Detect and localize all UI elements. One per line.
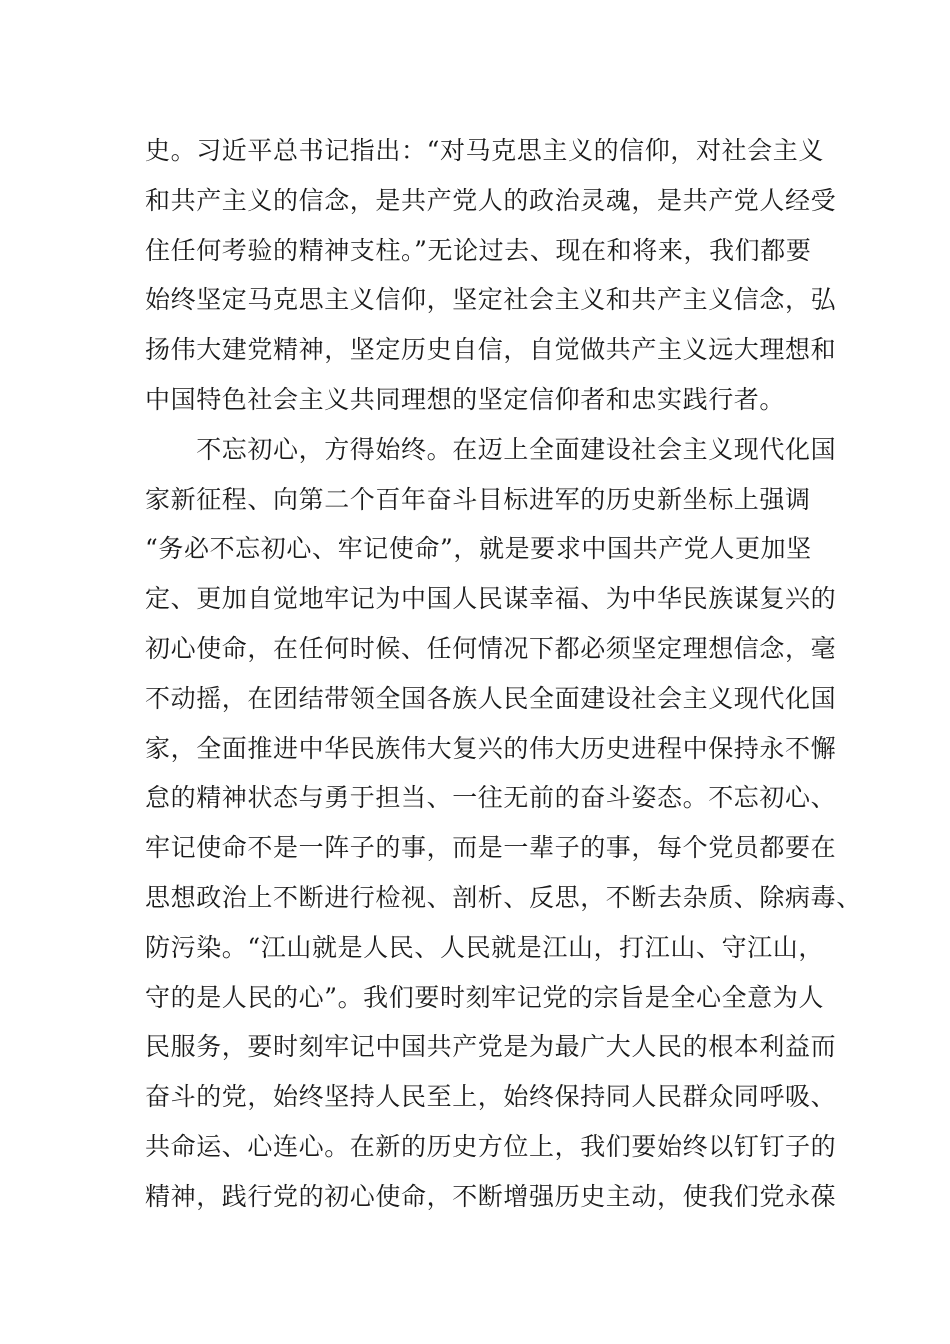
- text-line: 牢记使命不是一阵子的事，而是一辈子的事，每个党员都要在: [145, 833, 837, 863]
- text-line: 守的是人民的心”。我们要时刻牢记党的宗旨是全心全意为人: [145, 982, 824, 1012]
- text-line: 思想政治上不断进行检视、剖析、反思，不断去杂质、除病毒、: [145, 882, 862, 912]
- text-line: 奋斗的党，始终坚持人民至上，始终保持同人民群众同呼吸、: [145, 1082, 837, 1112]
- text-line: 不忘初心，方得始终。在迈上全面建设社会主义现代化国: [145, 434, 837, 464]
- text-line: 史。习近平总书记指出：“对马克思主义的信仰，对社会主义: [145, 136, 824, 165]
- text-line: 始终坚定马克思主义信仰，坚定社会主义和共产主义信念，弘: [145, 285, 837, 315]
- text-line: 不动摇，在团结带领全国各族人民全面建设社会主义现代化国: [145, 683, 837, 713]
- text-line: 和共产主义的信念，是共产党人的政治灵魂，是共产党人经受: [145, 185, 837, 215]
- text-line: 家，全面推进中华民族伟大复兴的伟大历史进程中保持永不懈: [145, 733, 837, 763]
- text-line: “务必不忘初心、牢记使命”，就是要求中国共产党人更加坚: [145, 534, 812, 564]
- text-line: 精神，践行党的初心使命，不断增强历史主动，使我们党永葆: [145, 1181, 837, 1211]
- text-line: 家新征程、向第二个百年奋斗目标进军的历史新坐标上强调: [145, 484, 811, 514]
- text-line: 初心使命，在任何时候、任何情况下都必须坚定理想信念，毫: [145, 633, 837, 663]
- text-line: 民服务，要时刻牢记中国共产党是为最广大人民的根本利益而: [145, 1032, 837, 1062]
- body-text: [145, 126, 862, 1222]
- text-line: 定、更加自觉地牢记为中国人民谋幸福、为中华民族谋复兴的: [145, 584, 837, 614]
- text-line: 住任何考验的精神支柱。”无论过去、现在和将来，我们都要: [145, 235, 812, 265]
- text-line: 中国特色社会主义共同理想的坚定信仰者和忠实践行者。: [145, 384, 786, 414]
- text-line: 防污染。“江山就是人民、人民就是江山，打江山、守江山，: [145, 932, 824, 962]
- text-line: 扬伟大建党精神，坚定历史自信，自觉做共产主义远大理想和: [145, 335, 837, 365]
- text-line: 共命运、心连心。在新的历史方位上，我们要始终以钉钉子的: [145, 1131, 837, 1161]
- text-line: 怠的精神状态与勇于担当、一往无前的奋斗姿态。不忘初心、: [145, 783, 837, 813]
